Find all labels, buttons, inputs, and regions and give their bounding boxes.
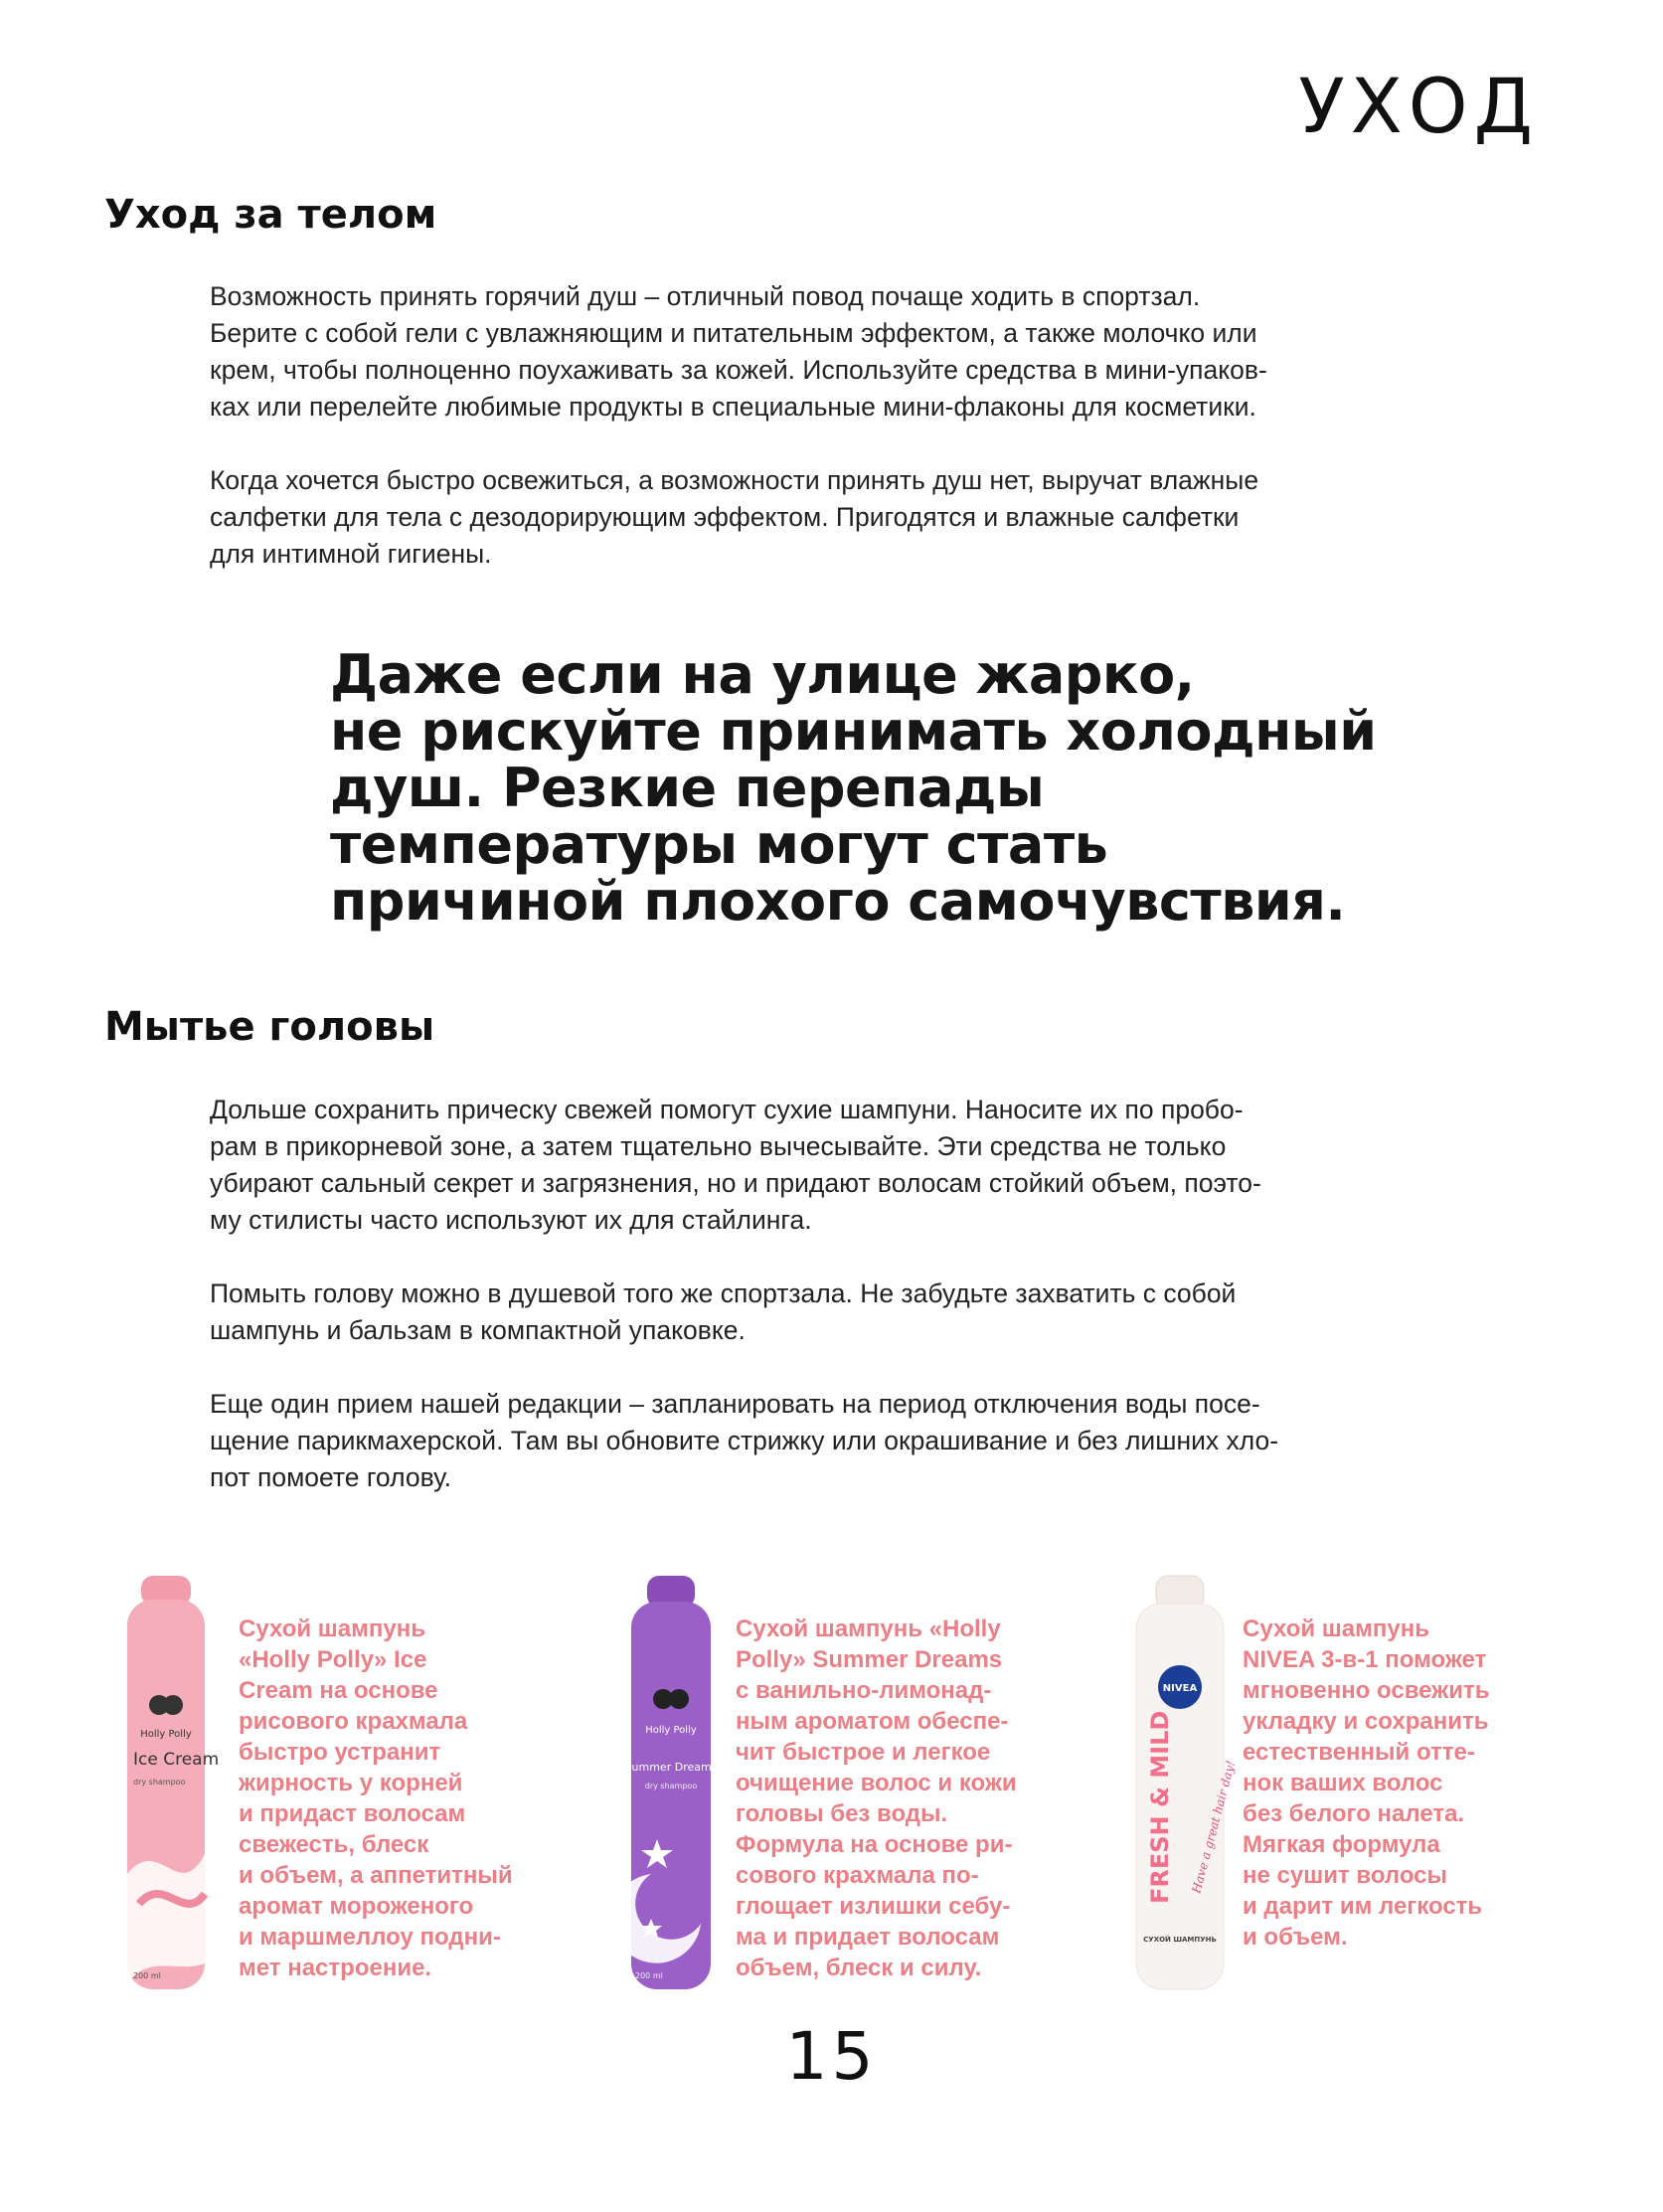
body-care-paragraph-2: Когда хочется быстро освежиться, а возможности принять душ нет, выручат влажные салфетки для тела с дезодорирующим эффектом. Пригодятся и влажные салфетки для интимной гигиены. <box>210 465 1259 569</box>
bottle-brand: NIVEA <box>1162 1683 1198 1694</box>
product-caption-3: Сухой шампунь NIVEA 3-в-1 поможет мгновенно освежить укладку и сохранить естественный отте- нок ваших волос без белого налета. Мягкая формула не сушит волосы и дарит им легкость и объем. <box>1243 1616 1490 1951</box>
bottle-volume: 200 ml <box>635 1971 663 1980</box>
bottle-name: Summer Dreams <box>624 1761 718 1774</box>
bottle-name: FRESH & MILD <box>1146 1710 1174 1904</box>
product-image-holly-polly-summer-dreams <box>621 1576 721 1993</box>
bottle-sub: dry shampoo <box>133 1778 186 1787</box>
bottle-volume: 200 ml <box>133 1971 161 1980</box>
hair-washing-paragraph-3: Еще один прием нашей редакции – запланировать на период отключения воды посе- щение парикмахерской. Там вы обновите стрижку или окрашивание и без лишних хло- пот помоете голову. <box>210 1389 1279 1492</box>
bottle-name: Ice Cream <box>133 1750 220 1770</box>
bottle-volume: СУХОЙ ШАМПУНЬ <box>1143 1936 1217 1944</box>
spray-bottle-icon <box>621 1576 721 1993</box>
product-caption-2: Сухой шампунь «Holly Polly» Summer Dreams с ванильно-лимонад- ным ароматом обеспе- чит быстрое и легкое очищение волос и кожи головы без воды. Формула на основе ри- сового крахмала по- глощает излишки себу- ма и придает волосам объем, блеск и силу. <box>736 1616 1017 1981</box>
hair-washing-paragraph-2: Помыть голову можно в душевой того же спортзала. Не забудьте захватить с собой шампунь и бальзам в компактной упаковке. <box>210 1278 1237 1345</box>
hair-washing-heading: Мытье головы <box>104 1004 435 1050</box>
spray-bottle-icon <box>119 1576 220 1993</box>
bottle-sub: dry shampoo <box>644 1782 698 1790</box>
product-image-holly-polly-ice-cream <box>119 1576 220 1993</box>
pull-quote: Даже если на улице жарко, не рискуйте принимать холодный душ. Резкие перепады температуры могут стать причиной плохого самочувствия. <box>330 643 1377 933</box>
product-image-nivea-dry-shampoo <box>1128 1576 1239 1993</box>
body-care-paragraph-1: Возможность принять горячий душ – отличный повод почаще ходить в спортзал. Берите с собой гели с увлажняющим и питательным эффектом, а также молочко или крем, чтобы полноценно поухаживать за кожей. Используйте средства в мини-упаков- ках или перелейте любимые продукты в специальные мини-флаконы для косметики. <box>210 281 1267 422</box>
body-care-heading: Уход за телом <box>104 192 437 238</box>
spray-bottle-icon <box>1128 1576 1239 1993</box>
bottle-sub: Have a great hair day! <box>1189 1759 1239 1895</box>
bottle-brand: Holly Polly <box>645 1725 697 1736</box>
bottle-brand: Holly Polly <box>140 1729 192 1740</box>
product-caption-1: Сухой шампунь «Holly Polly» Ice Cream на основе рисового крахмала быстро устранит жирность у корней и придаст волосам свежесть, блеск и объем, а аппетитный аромат мороженого и маршмеллоу подни- мет настроение. <box>239 1616 513 1981</box>
page-number: 15 <box>785 2018 878 2095</box>
section-label: УХОД <box>1298 62 1539 150</box>
hair-washing-paragraph-1: Дольше сохранить прическу свежей помогут сухие шампуни. Наносите их по пробо- рам в прикорневой зоне, а затем тщательно вычесывайте. Эти средства не только убирают сальный секрет и загрязнения, но и придают волосам стойкий объем, поэто- му стилисты часто используют их для стайлинга. <box>210 1095 1261 1235</box>
